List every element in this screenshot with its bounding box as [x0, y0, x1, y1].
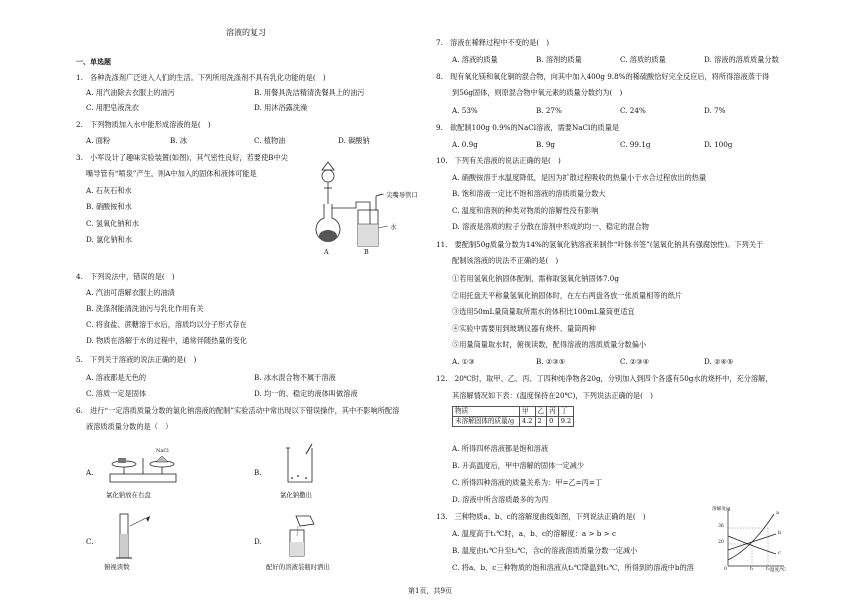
- statement-1: ①若用氢氧化钠固体配制，需称取氢氧化钠固体7.0g: [452, 274, 619, 283]
- option-b: B. 饱和溶液一定比不饱和溶液的溶质质量分数大: [452, 189, 606, 198]
- table-cell: 未溶解固体的质量/g: [453, 417, 520, 427]
- x-tick-t1: t₁: [750, 567, 754, 572]
- option-d: D. ②④⑤: [704, 357, 734, 366]
- option-c: C. 植物油: [254, 136, 286, 145]
- solubility-table: [452, 406, 574, 427]
- doc-title: 溶液的复习: [226, 28, 266, 37]
- question-text-line1: 6. 进行“一定溶质质量分数的氯化钠溶液的配制”实验活动中常出现以下错误操作，其中不影响所配溶: [76, 406, 400, 415]
- x-axis-label: 温度/℃: [770, 568, 786, 573]
- cylinder-figure: [106, 510, 156, 562]
- table-cell: 9.2: [558, 417, 574, 427]
- y-tick-20: 20: [718, 540, 724, 545]
- question-text-line2: 嘴导管有“喷泉”产生，则A中加入的固体和液体可能是: [86, 169, 257, 178]
- option-a: A. 所得四杯溶液都是饱和溶液: [452, 444, 549, 453]
- option-a: A. 溶液的质量: [452, 55, 498, 64]
- y-axis-label: 溶解度/g: [712, 507, 731, 512]
- table-header-row: [453, 407, 574, 417]
- nacl-label: NaCl: [156, 448, 169, 454]
- option-b: B. 温度由t₁℃升至t₂℃，含c的溶液溶质质量分数一定减小: [452, 546, 638, 555]
- label-nozzle: 尖嘴导管口: [386, 191, 418, 199]
- option-b: B.: [254, 468, 262, 477]
- apparatus-figure: [300, 160, 425, 260]
- curve-c-label: c: [778, 550, 781, 556]
- option-b: B. 洗涤剂能清洗油污与乳化作用有关: [86, 304, 204, 313]
- option-c: C. 氢氧化钠和水: [86, 219, 139, 228]
- option-c: C. 温度和溶剂的种类对物质的溶解性没有影响: [452, 206, 599, 215]
- table-cell: 丙: [547, 407, 559, 417]
- x-tick-t2: t₂: [766, 567, 770, 572]
- option-a: A. 面粉: [86, 136, 111, 145]
- option-c: C. 用肥皂液洗衣: [86, 103, 139, 112]
- option-c: C. 溶质一定是固体: [86, 389, 147, 398]
- option-a: A. ①③: [452, 357, 475, 366]
- question-text-line2: 液溶质质量分数的是（ ）: [86, 422, 173, 431]
- option-c: C. 将食盐、蔗糖溶于水后，溶质均以分子形式存在: [86, 320, 247, 329]
- option-a: A. 硝酸铵溶于水温度降低，是因为扩散过程吸收的热量小于水合过程放出的热量: [452, 173, 707, 182]
- caption-c: 俯视读数: [104, 563, 130, 571]
- y-tick-36: 36: [718, 524, 724, 529]
- question-text-line2: 配制该溶液的说法不正确的是( ): [452, 256, 559, 265]
- option-d: D. 均一的、稳定的液体叫做溶液: [254, 389, 358, 398]
- option-b: B. ②③⑤: [536, 357, 566, 366]
- question-text: 2. 下列物质加入水中能形成溶液的是( ): [76, 120, 211, 129]
- option-d: D. 100g: [704, 140, 733, 149]
- question-text: 1. 各种洗涤剂广泛进入人们的生活。下列所用洗涤剂不具有乳化功能的是( ): [76, 73, 326, 82]
- option-a: A. 溶液都是无色的: [86, 373, 147, 382]
- statement-2: ②用托盘天平称量氢氧化钠固体时，在左右两盘各放一张质量相等的纸片: [452, 291, 683, 300]
- table-row: [453, 417, 574, 427]
- question-text-line2: 其溶解情况如下表：(温度保持在20℃)，下列说法正确的是( ): [452, 391, 653, 400]
- option-b: B. 27%: [536, 106, 562, 115]
- question-text: 13. 三种物质a、b、c的溶解度曲线如图，下列说法正确的是( ): [436, 512, 646, 521]
- question-text: 5. 下列关于溶液的说法正确的是( ): [76, 355, 197, 364]
- caption-a: 氯化钠放在右盘: [106, 491, 151, 499]
- option-d: D. 物质在溶解于水的过程中，通常伴随热量的变化: [86, 336, 248, 345]
- option-c: C. 24%: [620, 106, 646, 115]
- option-c: C. 溶质的质量: [620, 55, 666, 64]
- label-a: A: [324, 248, 329, 256]
- curve-a-label: a: [776, 510, 779, 516]
- table-cell: 物质: [453, 407, 520, 417]
- option-a: A. 0.9g: [452, 140, 478, 149]
- question-text-line1: 3. 小军设计了趣味实验装置(如图)，其气密性良好，若要使B中尖: [76, 153, 288, 162]
- solubility-curve-graph: [712, 504, 788, 576]
- option-b: B. 硝酸铵和水: [86, 202, 132, 211]
- table-cell: 乙: [535, 407, 547, 417]
- caption-d: 配好的溶液装瓶时洒出: [266, 563, 330, 571]
- pouring-figure: [280, 512, 324, 558]
- option-d: D. 溶液中所含溶质最多的为丙: [452, 495, 549, 504]
- option-b: B. 冰水混合物不属于溶液: [254, 373, 336, 382]
- question-text-line2: 到56g固体，则原混合物中氧元素的质量分数约为( ): [452, 88, 623, 97]
- page-footer: 第1页，共9页: [408, 587, 452, 595]
- option-a: A. 用汽油除去衣服上的油污: [86, 88, 175, 97]
- section-heading: 一、单选题: [76, 58, 111, 66]
- label-water: 水: [390, 223, 397, 231]
- option-b: B. 9g: [536, 140, 556, 149]
- question-text: 7. 溶液在稀释过程中不变的是( ): [436, 38, 550, 47]
- table-cell: 0: [547, 417, 559, 427]
- question-text: 9. 欲配制100g 0.9%的NaCl溶液，需要NaCl的质量是: [436, 123, 620, 132]
- balance-figure: [104, 444, 184, 490]
- question-text: 10. 下列有关溶液的说法正确的是( ): [436, 156, 561, 165]
- table-cell: 2: [535, 417, 547, 427]
- question-text-line1: 12. 20℃时，取甲、乙、丙、丁四种纯净物各20g，分别加入到四个各盛有50g水的烧杯中，充分溶解，: [436, 374, 773, 383]
- curve-b-label: b: [778, 530, 782, 536]
- caption-b: 氯化钠撒出: [280, 491, 312, 499]
- option-a: A.: [86, 468, 94, 477]
- option-b: B. 溶剂的质量: [536, 55, 582, 64]
- question-text-line1: 8. 现有氧化镁和氧化铜的混合物，向其中加入400g 9.8%的稀硫酸恰好完全反应后，将所得溶液蒸干得: [436, 72, 770, 81]
- option-d: D.: [254, 537, 262, 546]
- option-c: C. 99.1g: [620, 140, 651, 149]
- question-text: 4. 下列说法中，错误的是( ): [76, 272, 175, 281]
- option-d: D. 用沐浴露洗澡: [254, 103, 308, 112]
- beaker-figure: [282, 440, 322, 486]
- option-c: C. 将a、b、c三种物质的饱和溶液从t₂℃降温到t₁℃，所得到的溶液中b的溶: [452, 563, 694, 572]
- option-b: B. 升高温度后，甲中溶解的固体一定减少: [452, 461, 585, 470]
- table-cell: 甲: [520, 407, 536, 417]
- option-a: A. 石灰石和水: [86, 186, 132, 195]
- option-c: C. 所得四种溶液的质量关系为：甲=乙=丙=丁: [452, 478, 603, 487]
- option-d: D. 溶液的溶质质量分数: [704, 55, 779, 64]
- label-b: B: [364, 248, 369, 256]
- option-d: D. 溶液是溶质的粒子分散在溶剂中形成的均一、稳定的混合物: [452, 222, 649, 231]
- statement-5: ⑤用量筒量取水时，俯视读数，配得溶液的溶质质量分数偏小: [452, 340, 647, 349]
- statement-3: ③选用50mL量筒量取所需水的体积比100mL量筒更适宜: [452, 307, 635, 316]
- option-c: C. ②③④: [620, 357, 650, 366]
- option-a: A. 汽油可溶解衣服上的油渍: [86, 288, 175, 297]
- table-cell: 4.2: [520, 417, 536, 427]
- x-tick-0: 0: [724, 567, 727, 572]
- option-b: B. 冰: [170, 136, 188, 145]
- question-text-line1: 11. 要配制50g质量分数为14%的氢氧化钠溶液来制作“叶脉书签”(氢氧化钠具有强腐蚀性)。下列关于: [436, 240, 764, 249]
- option-b: B. 用餐具洗洁精清洗餐具上的油污: [254, 88, 365, 97]
- option-c: C.: [86, 537, 94, 546]
- statement-4: ④实验中需要用到玻璃仪器有烧杯、量筒两种: [452, 324, 596, 333]
- table-cell: 丁: [558, 407, 574, 417]
- option-a: A. 温度高于t₁℃时，a、b、c的溶解度：a > b > c: [452, 529, 617, 538]
- option-d: D. 氯化钠和水: [86, 235, 133, 244]
- option-d: D. 7%: [704, 106, 726, 115]
- option-d: D. 碳酸钠: [338, 136, 370, 145]
- option-a: A. 53%: [452, 106, 478, 115]
